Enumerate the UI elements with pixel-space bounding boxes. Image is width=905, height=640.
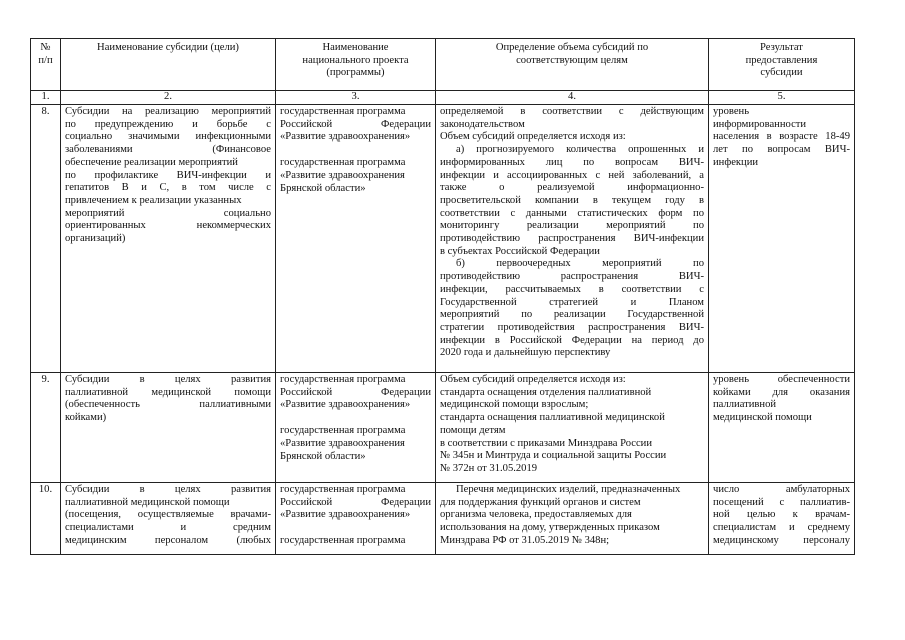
table-row — [31, 373, 855, 483]
text-line: медицинской помощи — [713, 412, 812, 424]
text-line: Объем субсидий определяется исходя из: — [440, 131, 626, 143]
text-line: государственная программа — [280, 106, 406, 117]
subsidy-name-cell — [61, 483, 276, 555]
column-number: 1. — [31, 91, 61, 105]
column-number: 4. — [436, 91, 709, 105]
text-line: мероприятий по реализации Государственной — [440, 309, 704, 321]
text-line: государственная программа — [280, 157, 406, 169]
text-line: уровень обеспеченности — [713, 374, 850, 385]
text-line: соответствующим целям — [516, 54, 628, 66]
column-number: 5. — [709, 91, 855, 105]
text-line: Наименование — [322, 42, 389, 53]
program-block — [280, 157, 431, 195]
header-result — [709, 39, 855, 91]
text-line: Объем субсидий определяется исходя из: — [440, 374, 626, 385]
text-line: ориентированных некоммерческих — [65, 220, 271, 232]
text-line: Субсидии в целях развития — [65, 484, 271, 495]
program-cell — [276, 105, 436, 373]
text-line: «Развитие здравоохранения — [280, 437, 405, 449]
column-number: 2. — [61, 91, 276, 105]
text-line: национального проекта — [302, 54, 409, 66]
row-number: 8. — [31, 105, 61, 373]
text-line: в субъектах Российской Федерации — [440, 245, 600, 257]
program-cell — [276, 373, 436, 483]
table-header-row — [31, 39, 855, 91]
text-line: организма человека, предоставляемых для — [440, 509, 632, 521]
text-line: а) прогнозируемого количества опрошенных и — [456, 144, 704, 156]
volume-definition-cell — [436, 483, 709, 555]
text-line: № — [40, 42, 51, 53]
text-line: привлечением к реализации указанных — [65, 194, 242, 206]
text-line: паллиативной медицинской помощи — [65, 496, 230, 508]
text-line: паллиативной медицинской помощи — [65, 386, 271, 398]
text-line: № 372н от 31.05.2019 — [440, 462, 538, 474]
text-line: 2020 года и дальнейшую перспективу — [440, 347, 611, 359]
text-line: государственная программа — [280, 374, 406, 385]
program-block — [280, 484, 431, 522]
block-gap — [280, 144, 431, 157]
text-line: также о реализуемой информационно- — [440, 182, 704, 194]
row-number: 10. — [31, 483, 61, 555]
program-cell — [276, 483, 436, 555]
text-line: специалистам и среднему — [713, 522, 850, 534]
result-cell — [709, 105, 855, 373]
text-line: лет по вопросам ВИЧ- — [713, 144, 850, 156]
text-line: государственная программа — [280, 535, 406, 547]
block-gap — [280, 522, 431, 535]
text-line: Государственной стратегией и Планом — [440, 296, 704, 308]
text-line: стандарта оснащения отделения паллиативной — [440, 386, 652, 398]
text-line: п/п — [38, 54, 53, 66]
text-line: определяемой в соответствии с действующим — [440, 106, 704, 117]
text-line: населения в возрасте 18-49 — [713, 131, 850, 143]
program-block — [280, 425, 431, 463]
program-block — [280, 535, 431, 548]
text-line: уровень — [713, 106, 750, 117]
text-line: социально значимыми инфекционными — [65, 131, 271, 143]
text-line: койками) — [65, 412, 107, 424]
header-national-project — [276, 39, 436, 91]
text-line: «Развитие здравоохранения» — [280, 509, 411, 521]
text-line: инфекции — [713, 156, 759, 168]
text-line: Субсидии в целях развития — [65, 374, 271, 385]
column-number-row — [31, 91, 855, 105]
text-line: медицинским персоналом (любых — [65, 534, 271, 546]
text-line: противодействию распространения ВИЧ- — [440, 271, 704, 283]
text-line: соответствии с данными статистических форм по — [440, 207, 704, 219]
text-line: субсидии — [760, 67, 803, 79]
text-line: информированности — [713, 118, 807, 130]
volume-definition-cell — [436, 373, 709, 483]
text-line: (обеспеченность паллиативными — [65, 399, 271, 411]
text-line: использования на дому, утвержденных приказом — [440, 522, 660, 534]
text-line: «Развитие здравоохранения» — [280, 131, 411, 143]
text-line: Минздрава РФ от 31.05.2019 № 348н; — [440, 534, 610, 546]
text-line: «Развитие здравоохранения» — [280, 399, 411, 411]
header-number — [31, 39, 61, 91]
program-block — [280, 374, 431, 412]
text-line: Российской Федерации — [280, 386, 431, 398]
text-line: просветительской компании в текущем году в — [440, 194, 704, 206]
table-row — [31, 105, 855, 373]
text-line: медицинскому персоналу — [713, 534, 850, 546]
text-line: для поддержания функций органов и систем — [440, 496, 641, 508]
text-line: мероприятий социально — [65, 207, 271, 219]
text-line: Российской Федерации — [280, 496, 431, 508]
text-line: государственная программа — [280, 484, 406, 495]
row-number: 9. — [31, 373, 61, 483]
text-line: помощи детям — [440, 424, 506, 436]
text-line: обеспечение реализации мероприятий — [65, 156, 238, 168]
text-line: б) первоочередных мероприятий по — [456, 258, 704, 270]
text-line: организаций) — [65, 233, 126, 245]
text-line: гепатитов В и С, в том числе с — [65, 182, 271, 194]
block-gap — [280, 412, 431, 425]
text-line: по предупреждению и борьбе с — [65, 118, 271, 130]
text-line: Брянской области» — [280, 182, 366, 194]
text-line: № 345н и Минтруда и социальной защиты России — [440, 450, 667, 462]
program-block — [280, 106, 431, 144]
text-line: мониторингу реализации мероприятий по — [440, 220, 704, 232]
text-line: посещений с паллиатив- — [713, 496, 850, 508]
header-subsidy-name — [61, 39, 276, 91]
column-number: 3. — [276, 91, 436, 105]
text-line: (посещения, осуществляемые врачами- — [65, 509, 271, 521]
result-cell — [709, 373, 855, 483]
volume-definition-cell — [436, 105, 709, 373]
text-line: паллиативной — [713, 399, 777, 411]
text-line: законодательством — [440, 118, 525, 130]
text-line: койками для оказания — [713, 386, 850, 398]
text-line: ной целью к врачам- — [713, 509, 850, 521]
text-line: Субсидии на реализацию мероприятий — [65, 106, 271, 117]
text-line: «Развитие здравоохранения — [280, 169, 405, 181]
table-row — [31, 483, 855, 555]
result-cell — [709, 483, 855, 555]
subsidy-name-cell — [61, 373, 276, 483]
text-line: Брянской области» — [280, 450, 366, 462]
text-line: в соответствии с приказами Минздрава России — [440, 437, 653, 449]
text-line: специалистами и средним — [65, 522, 271, 534]
text-line: Перечня медицинских изделий, предназначенных — [456, 484, 681, 495]
text-line: Определение объема субсидий по — [495, 42, 649, 53]
header-volume-definition — [436, 39, 709, 91]
text-line: предоставления — [745, 54, 818, 66]
subsidy-table — [30, 38, 855, 555]
text-line: инфекции и ассоциированных с ней заболеваний, а — [440, 169, 704, 181]
text-line: информированных лиц по вопросам ВИЧ- — [440, 156, 704, 168]
text-line: по профилактике ВИЧ-инфекции и — [65, 169, 271, 181]
text-line: инфекции, рассчитываемых в соответствии с — [440, 283, 704, 295]
text-line: государственная программа — [280, 425, 406, 437]
text-line: Результат — [760, 42, 803, 53]
text-line: противодействию распространения ВИЧ-инфекции — [440, 233, 704, 245]
subsidy-name-cell — [61, 105, 276, 373]
text-line: стратегии противодействия распространения ВИЧ- — [440, 321, 704, 333]
text-line: (программы) — [326, 67, 385, 79]
text-line: Наименование субсидии (цели) — [97, 42, 239, 53]
text-line: инфекции в Российской Федерации на период до — [440, 334, 704, 346]
text-line: стандарта оснащения паллиативной медицинской — [440, 412, 665, 424]
text-line: заболеваниями (Финансовое — [65, 144, 271, 156]
text-line: медицинской помощи взрослым; — [440, 399, 589, 411]
text-line: Российской Федерации — [280, 118, 431, 130]
text-line: число амбулаторных — [713, 484, 850, 495]
